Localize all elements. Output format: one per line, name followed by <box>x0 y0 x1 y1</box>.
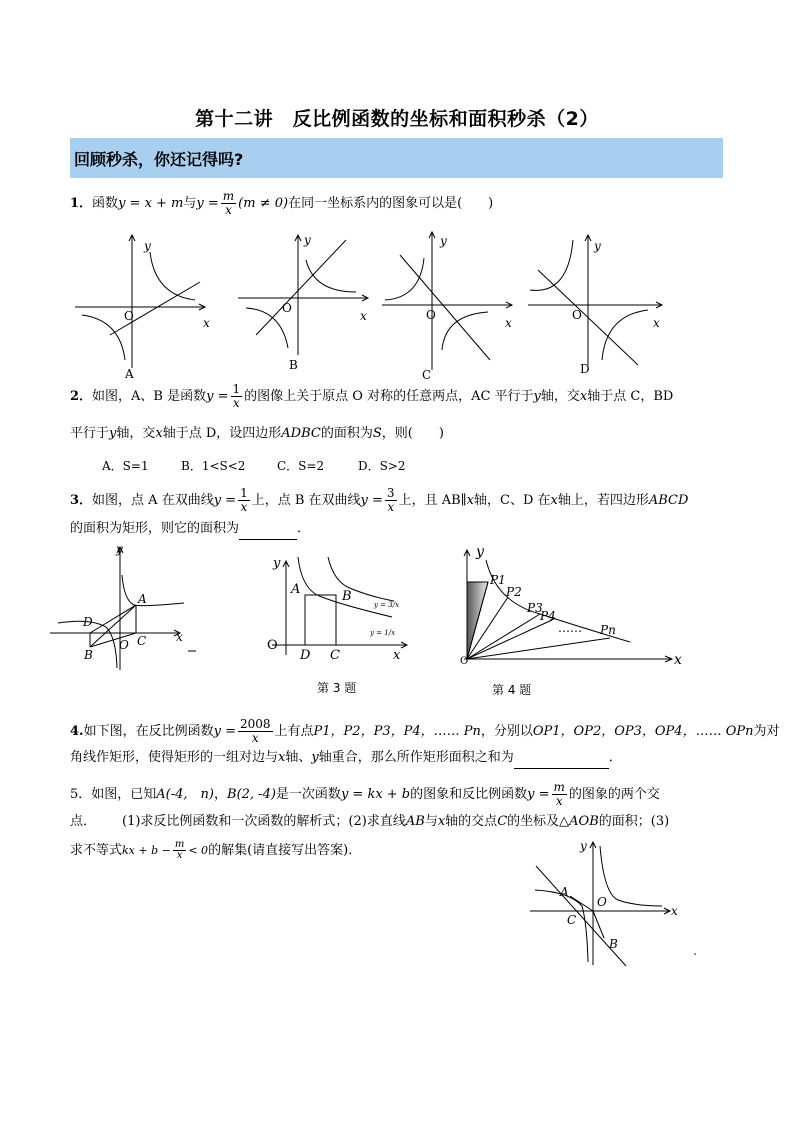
q3-eq-y: y = <box>360 493 383 508</box>
q5-text: 是一次函数 <box>275 787 341 802</box>
q4-text: 上有点 <box>274 724 314 739</box>
q3-text: 上，点 B 在双曲线 <box>251 493 361 508</box>
q5-text: ， <box>214 787 228 802</box>
point-label-c: C <box>567 913 577 927</box>
q5-inequality-end: < 0 <box>188 844 209 857</box>
axis-label-y: y <box>440 234 447 248</box>
question-number: 4. <box>70 724 84 739</box>
question-number: 1． <box>70 196 93 211</box>
point-label-b: B <box>342 589 352 604</box>
q4-line2-end: ． <box>608 750 622 765</box>
axis-label-y: y <box>273 556 281 571</box>
origin-label: O <box>572 308 582 322</box>
q1-graph-d <box>528 230 678 380</box>
q5-text: 的图象和反比例函数 <box>410 787 528 802</box>
axis-label-x: x <box>674 652 682 668</box>
q5-var: C <box>497 814 508 829</box>
q2-line2-text: ，则( ) <box>381 426 444 441</box>
q5-line2-text: 轴的交点 <box>445 814 498 829</box>
q4-points: P1，P2，P3，P4，…… Pn <box>313 724 481 739</box>
q1-graph-c <box>380 230 530 380</box>
q2-line2-text: 平行于 <box>70 426 110 441</box>
origin-label: O <box>267 638 278 653</box>
q4-line2-text: 角线作矩形，使得矩形的一组对边与 <box>70 750 279 765</box>
axis-label-x: x <box>360 309 367 323</box>
q5-line3-text: 的解集(请直接写出答案)． <box>208 843 362 858</box>
fraction-num: 1 <box>232 382 241 396</box>
point-label-p1: P1 <box>490 573 506 587</box>
question-5 <box>70 781 660 808</box>
question-number: 3． <box>70 493 93 508</box>
point-label-a: A <box>560 885 569 899</box>
q5-line2-text: 点． <box>70 814 97 829</box>
q4-line2-text: 轴重合，那么所作矩形面积之和为 <box>318 750 514 765</box>
q2-option-b: B．1<S<2 <box>181 459 246 473</box>
q5-text: 如图，已知 <box>91 787 157 802</box>
point-label-pn: Pn <box>600 623 616 637</box>
axis-label-y: y <box>580 839 587 853</box>
point-label-a: A <box>291 582 301 597</box>
origin-label: O <box>426 308 436 322</box>
question-1 <box>70 190 493 217</box>
point-label-p2: P2 <box>506 585 522 599</box>
q2-line2-var: y <box>109 426 117 441</box>
point-label-p4: P4 <box>540 609 556 623</box>
fraction-den: x <box>176 850 183 861</box>
banner-text: 回顾秒杀，你还记得吗? <box>74 150 244 169</box>
q1-text-3: 在同一坐标系内的图象可以是( ) <box>288 196 494 211</box>
q2-option-c: C．S=2 <box>277 459 325 473</box>
option-label-b: B <box>289 358 298 372</box>
q1-graph-a <box>70 230 220 380</box>
axis-label-y: y <box>594 239 601 253</box>
question-2 <box>70 383 673 410</box>
q5-eq-y: y = <box>527 787 550 802</box>
q5-point-b: B(2, -4) <box>227 787 276 802</box>
q2-line2-var: S <box>372 426 382 441</box>
fraction-den: x <box>232 396 240 410</box>
q2-option-d: D．S>2 <box>358 459 406 473</box>
fraction-num: m <box>222 189 235 203</box>
q5-triangle: △AOB <box>559 814 599 829</box>
q5-point-a: A(-4, n) <box>156 787 214 802</box>
fraction-num: 2008 <box>239 717 271 731</box>
q1-text-2: 与 <box>183 196 197 211</box>
q2-line2-text: 轴于点 D，设四边形 <box>162 426 282 441</box>
fraction-den: x <box>251 731 259 745</box>
point-label-a: A <box>138 592 147 606</box>
q2-text-2: 的图像上关于原点 O 对称的任意两点，AC 平行于 <box>244 389 534 404</box>
fraction <box>231 383 243 410</box>
q1-condition: (m ≠ 0) <box>238 196 289 211</box>
point-label-b: B <box>609 937 618 951</box>
point-label-b: B <box>84 648 93 662</box>
q4-text: 如下图，在反比例函数 <box>83 724 214 739</box>
axis-label-y: y <box>476 544 484 560</box>
point-label-c: C <box>137 634 147 648</box>
page-title: 第十二讲 反比例函数的坐标和面积秒杀（2） <box>195 108 599 130</box>
q5-equation: y = kx + b <box>340 787 411 802</box>
answer-blank[interactable] <box>514 748 609 769</box>
fraction-num: 3 <box>386 486 395 500</box>
question-4 <box>70 718 780 745</box>
figure-caption: 第 4 题 <box>492 683 532 697</box>
origin-label: O <box>460 656 469 667</box>
point-label-d: D <box>300 648 311 663</box>
q2-line2-var: x <box>155 426 163 441</box>
origin-label: O <box>282 301 292 315</box>
q2-line2-text: 轴，交 <box>116 426 156 441</box>
q5-figure <box>530 840 700 970</box>
q4-line2-text: 轴、 <box>285 750 312 765</box>
ellipsis: …… <box>558 621 582 635</box>
option-label-c: C <box>422 368 432 382</box>
origin-label: O <box>124 309 134 323</box>
q2-text: 如图，A、B 是函数 <box>92 389 207 404</box>
q2-text-4: 轴，交 <box>540 389 580 404</box>
q3-text: 上，且 AB∥ <box>398 493 467 508</box>
curve-label-3x: y = 3/x <box>374 601 400 609</box>
option-label-d: D <box>580 362 590 376</box>
q1-eq2-y: y = <box>196 196 219 211</box>
q3-line2-text: 的面积为矩形，则它的面积为 <box>70 521 240 536</box>
axis-label-x: x <box>671 904 678 918</box>
q4-var: y <box>311 750 319 765</box>
q5-line3-text: 求不等式 <box>70 843 123 858</box>
q1-graph-b <box>236 230 386 380</box>
q5-var: AB <box>405 814 425 829</box>
answer-blank[interactable] <box>239 519 297 540</box>
q5-line2-text: 与 <box>424 814 438 829</box>
q3-line2-end: ． <box>297 521 311 536</box>
fig3-figure <box>262 545 422 705</box>
q5-line2-text: (1)求反比例函数和一次函数的解析式；(2)求直线 <box>122 814 406 829</box>
fraction-num: 1 <box>240 486 248 500</box>
origin-label: O <box>597 895 607 909</box>
q3-var: x <box>466 493 474 508</box>
fraction <box>385 487 397 514</box>
axis-label-y: y <box>304 233 311 247</box>
axis-label-y: y <box>116 542 123 556</box>
point-label-c: C <box>330 648 340 663</box>
q3-text: 如图，点 A 在双曲线 <box>92 493 214 508</box>
q4-var: x <box>278 750 286 765</box>
q4-text: ，分别以 <box>480 724 533 739</box>
q2-figure <box>50 542 200 675</box>
question-5-line-2 <box>70 812 669 832</box>
q3-text: 轴，C、D 在 <box>474 493 551 508</box>
q2-line2-text: 的面积为 <box>320 426 373 441</box>
point-label-d: D <box>83 615 93 629</box>
fraction <box>221 190 236 217</box>
section-banner <box>70 138 723 178</box>
q2-eq-y: y = <box>206 389 229 404</box>
fraction-den: x <box>225 203 232 217</box>
question-5-line-3 <box>70 840 361 861</box>
fig4-figure <box>460 542 690 702</box>
fraction-den: x <box>555 794 563 808</box>
curve-label-1x: y = 1/x <box>370 629 396 637</box>
question-3-line-2 <box>70 519 310 540</box>
axis-label-y: y <box>144 239 151 253</box>
axis-label-x: x <box>176 630 183 644</box>
question-number: 2． <box>70 389 93 404</box>
q2-text-6: 轴于点 C，BD <box>587 389 674 404</box>
axis-label-x: x <box>203 316 210 330</box>
fraction <box>552 781 567 808</box>
q4-segments: OP1，OP2，OP3，OP4，…… OPn <box>532 724 754 739</box>
axis-label-x: x <box>393 648 401 663</box>
q5-text: 的图象的两个交 <box>568 787 660 802</box>
question-4-line-2 <box>70 748 622 769</box>
q3-var: x <box>550 493 558 508</box>
question-2-line-2 <box>70 424 444 444</box>
q5-var: x <box>437 814 446 829</box>
q3-text: 轴上，若四边形 <box>557 493 649 508</box>
question-number: 5． <box>70 787 92 802</box>
fraction <box>238 487 250 514</box>
q5-line2-text: 的坐标及 <box>507 814 560 829</box>
q2-option-a: A．S=1 <box>102 459 149 473</box>
fraction-den: x <box>240 500 248 514</box>
q5-inequality: kx + b − <box>122 844 171 857</box>
q4-text: 为对 <box>753 724 780 739</box>
q1-text: 函数 <box>92 196 119 211</box>
fraction <box>238 718 273 745</box>
q4-eq-y: y = <box>213 724 236 739</box>
q1-equation-1: y = x + m <box>118 196 184 211</box>
origin-label: O <box>119 638 129 652</box>
fraction <box>173 840 186 861</box>
figure-caption: 第 3 题 <box>317 681 357 695</box>
axis-label-x: x <box>653 316 660 330</box>
q5-line2-text: 的面积；(3) <box>598 814 670 829</box>
fraction-den: x <box>387 500 395 514</box>
axis-label-x: x <box>505 316 512 330</box>
option-label-a: A <box>125 367 134 381</box>
q3-var: ABCD <box>648 493 689 508</box>
q2-var-y: y <box>533 389 541 404</box>
q2-line2-var: ADBC <box>281 426 321 441</box>
fraction-num: m <box>174 839 185 850</box>
question-3 <box>70 487 688 514</box>
q3-eq-y: y = <box>213 493 237 508</box>
fraction-num: m <box>553 780 565 794</box>
q2-var-x: x <box>579 389 588 404</box>
point-label-p3: P3 <box>527 601 543 615</box>
